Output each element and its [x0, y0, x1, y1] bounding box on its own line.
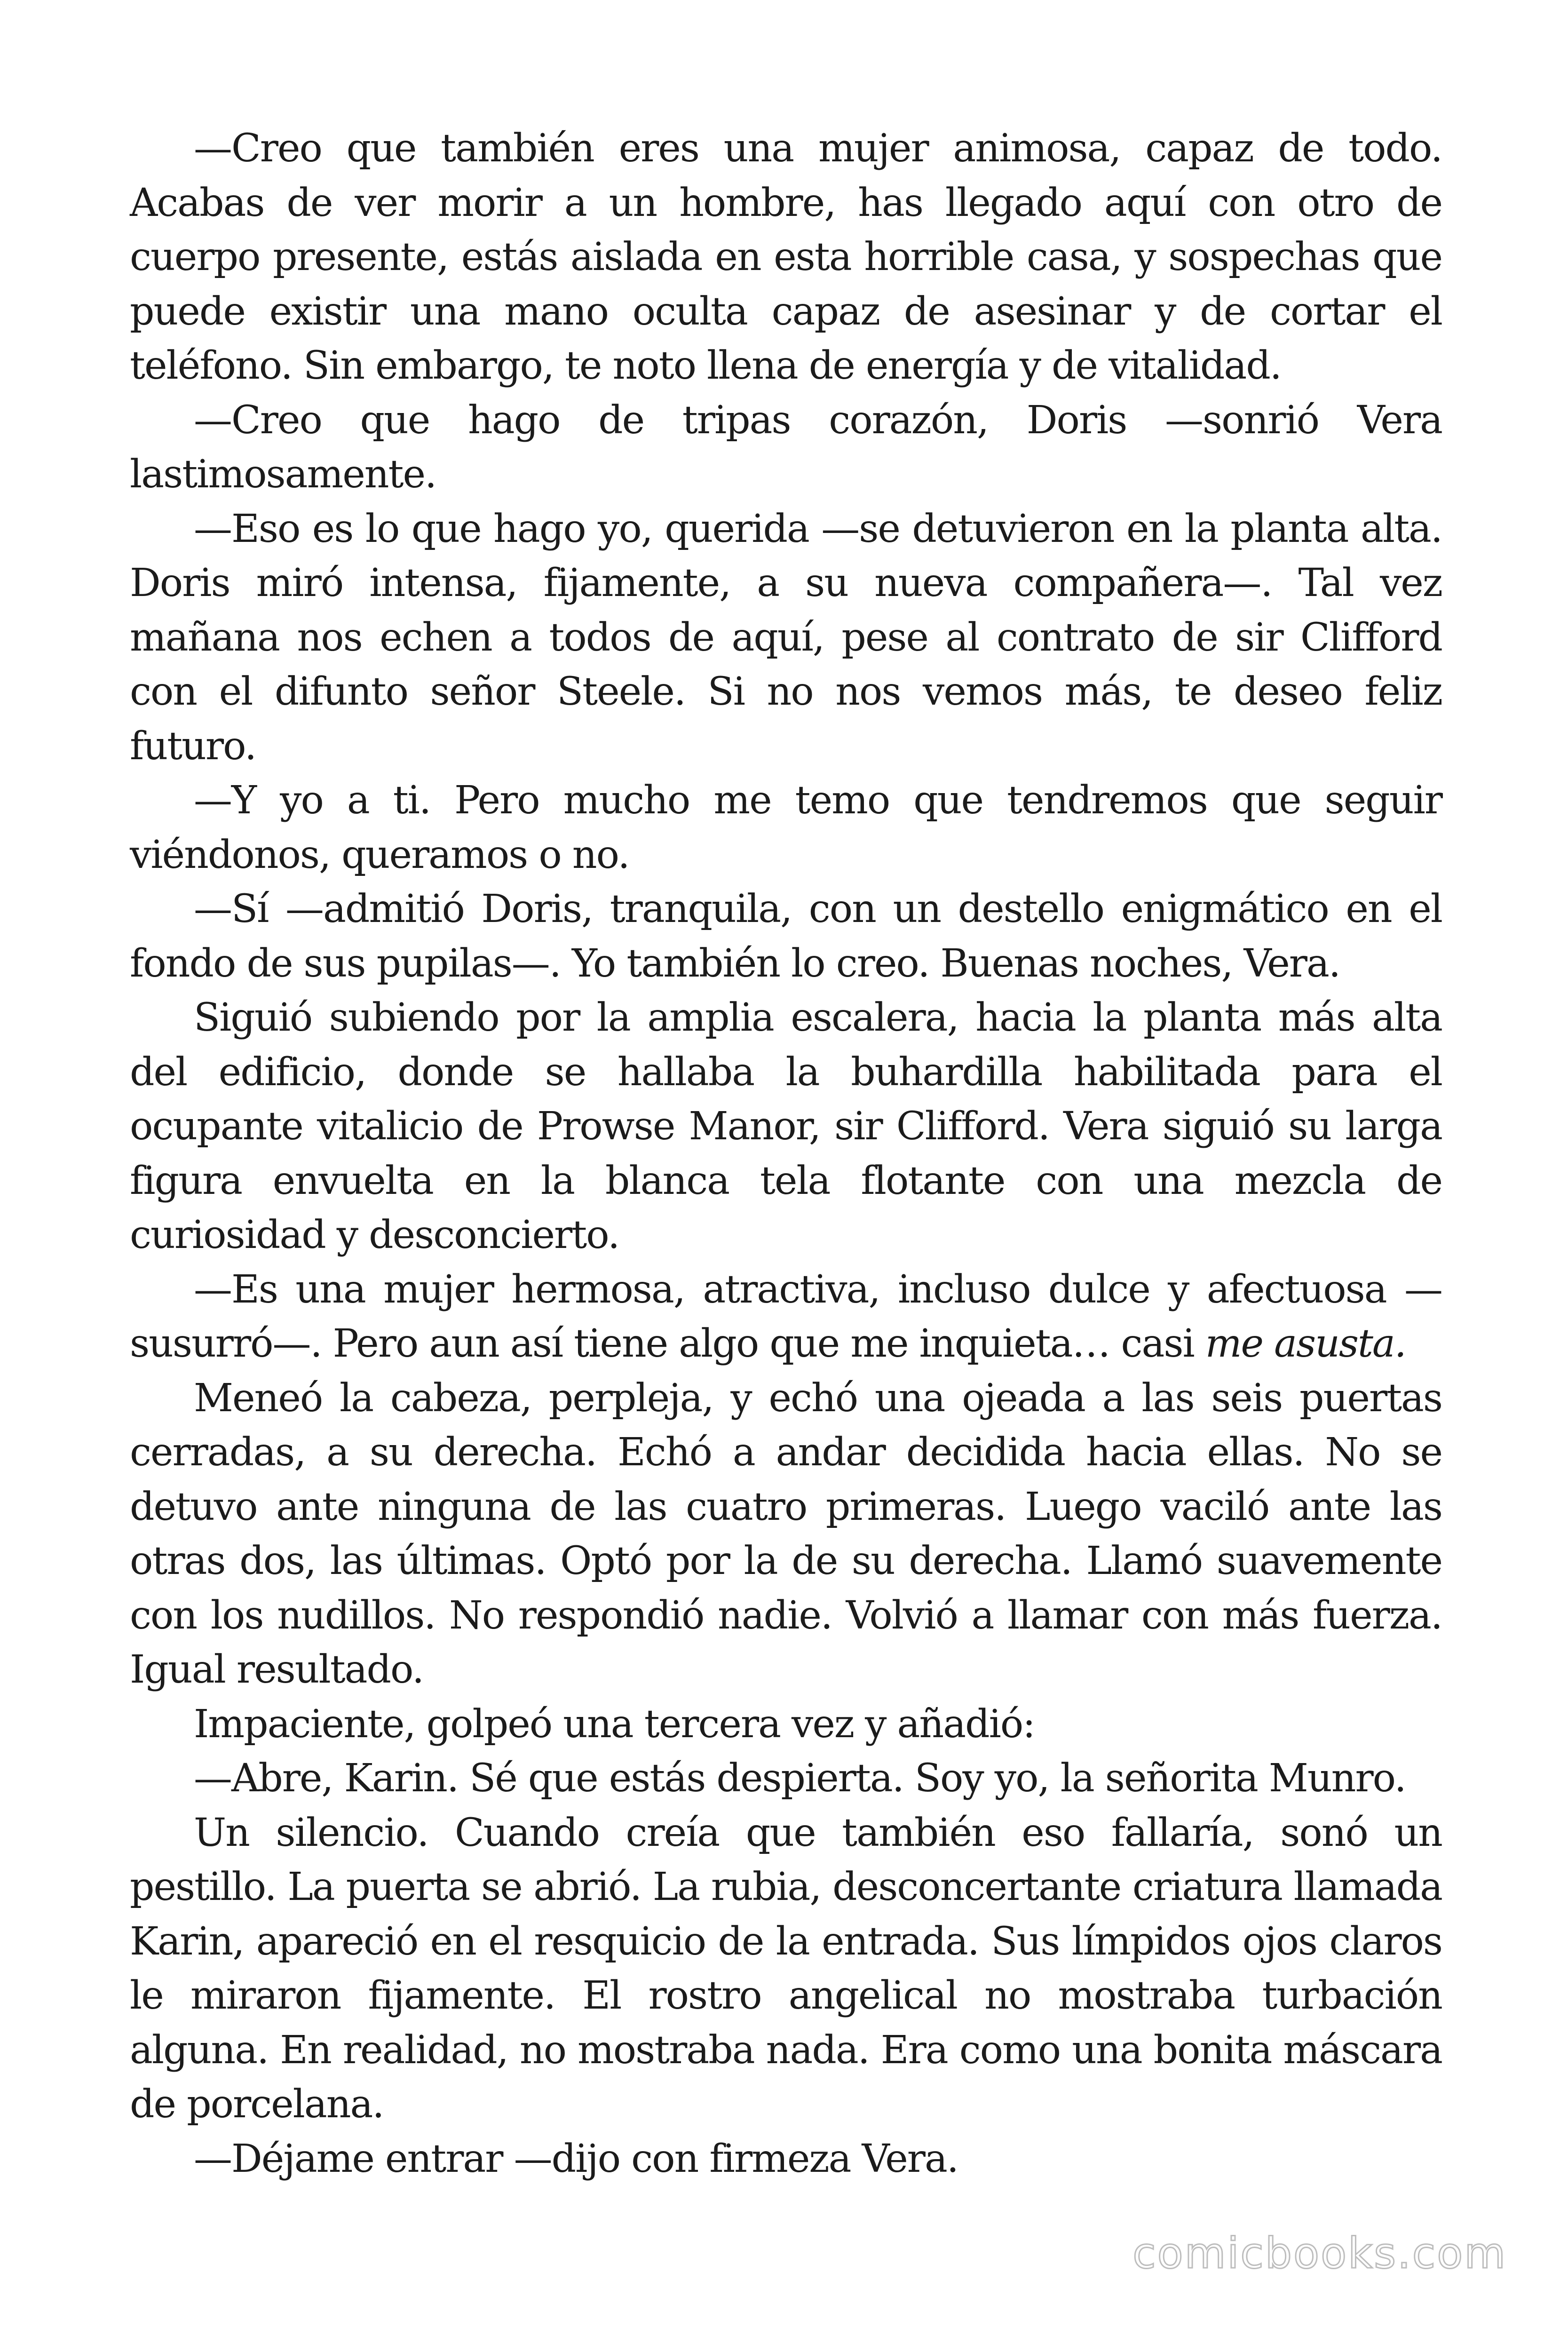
paragraph: —Déjame entrar —dijo con firmeza Vera.	[194, 2136, 958, 2181]
paragraph	[130, 1263, 1442, 1371]
emphasized-text: me asusta.	[1205, 1321, 1406, 1366]
paragraph: —Y yo a ti. Pero mucho me temo que tendremos que seguir viéndonos, queramos o no.	[130, 778, 1442, 877]
book-page-text	[130, 121, 1442, 2186]
watermark: comicbooks.com	[1132, 2229, 1507, 2278]
paragraph: Un silencio. Cuando creía que también eso fallaría, sonó un pestillo. La puerta se abrió. La rubia, desconcertante criatura llamada Karin, apareció en el resquicio de la entrada. Sus límpidos ojos claros le miraron fijamente. El rostro angelical no mostraba turbación alguna. En realidad, no mostraba nada. Era como una bonita máscara de porcelana.	[130, 1810, 1442, 2127]
paragraph: —Sí —admitió Doris, tranquila, con un destello enigmático en el fondo de sus pupilas—. Yo también lo creo. Buenas noches, Vera.	[130, 887, 1442, 986]
paragraph: Meneó la cabeza, perpleja, y echó una ojeada a las seis puertas cerradas, a su derecha. Echó a andar decidida hacia ellas. No se detuvo ante ninguna de las cuatro primeras. Luego vaciló ante las otras dos, las últimas. Optó por la de su derecha. Llamó suavemente con los nudillos. No respondió nadie. Volvió a llamar con más fuerza. Igual resultado.	[130, 1375, 1442, 1692]
paragraph: —Eso es lo que hago yo, querida —se detuvieron en la planta alta. Doris miró intensa, fijamente, a su nueva compañera—. Tal vez mañana nos echen a todos de aquí, pese al contrato de sir Clifford con el difunto señor Steele. Si no nos vemos más, te deseo feliz futuro.	[130, 506, 1442, 769]
paragraph: —Creo que hago de tripas corazón, Doris —sonrió Vera lastimosamente.	[130, 397, 1442, 497]
paragraph: —Creo que también eres una mujer animosa, capaz de todo. Acabas de ver morir a un hombre, has llegado aquí con otro de cuerpo presente, estás aislada en esta horrible casa, y sospechas que puede existir una mano oculta capaz de asesinar y de cortar el teléfono. Sin embargo, te noto llena de energía y de vitalidad.	[130, 126, 1442, 388]
paragraph: —Abre, Karin. Sé que estás despierta. Soy yo, la señorita Munro.	[194, 1756, 1406, 1801]
paragraph: Siguió subiendo por la amplia escalera, hacia la planta más alta del edificio, donde se hallaba la buhardilla habilitada para el ocupante vitalicio de Prowse Manor, sir Clifford. Vera siguió su larga figura envuelta en la blanca tela flotante con una mezcla de curiosidad y desconcierto.	[130, 995, 1442, 1257]
paragraph: Impaciente, golpeó una tercera vez y añadió:	[194, 1701, 1035, 1747]
paragraph-text: —Es una mujer hermosa, atractiva, incluso dulce y afectuosa —susurró—. Pero aun así tiene algo que me inquieta… casi	[130, 1267, 1442, 1366]
